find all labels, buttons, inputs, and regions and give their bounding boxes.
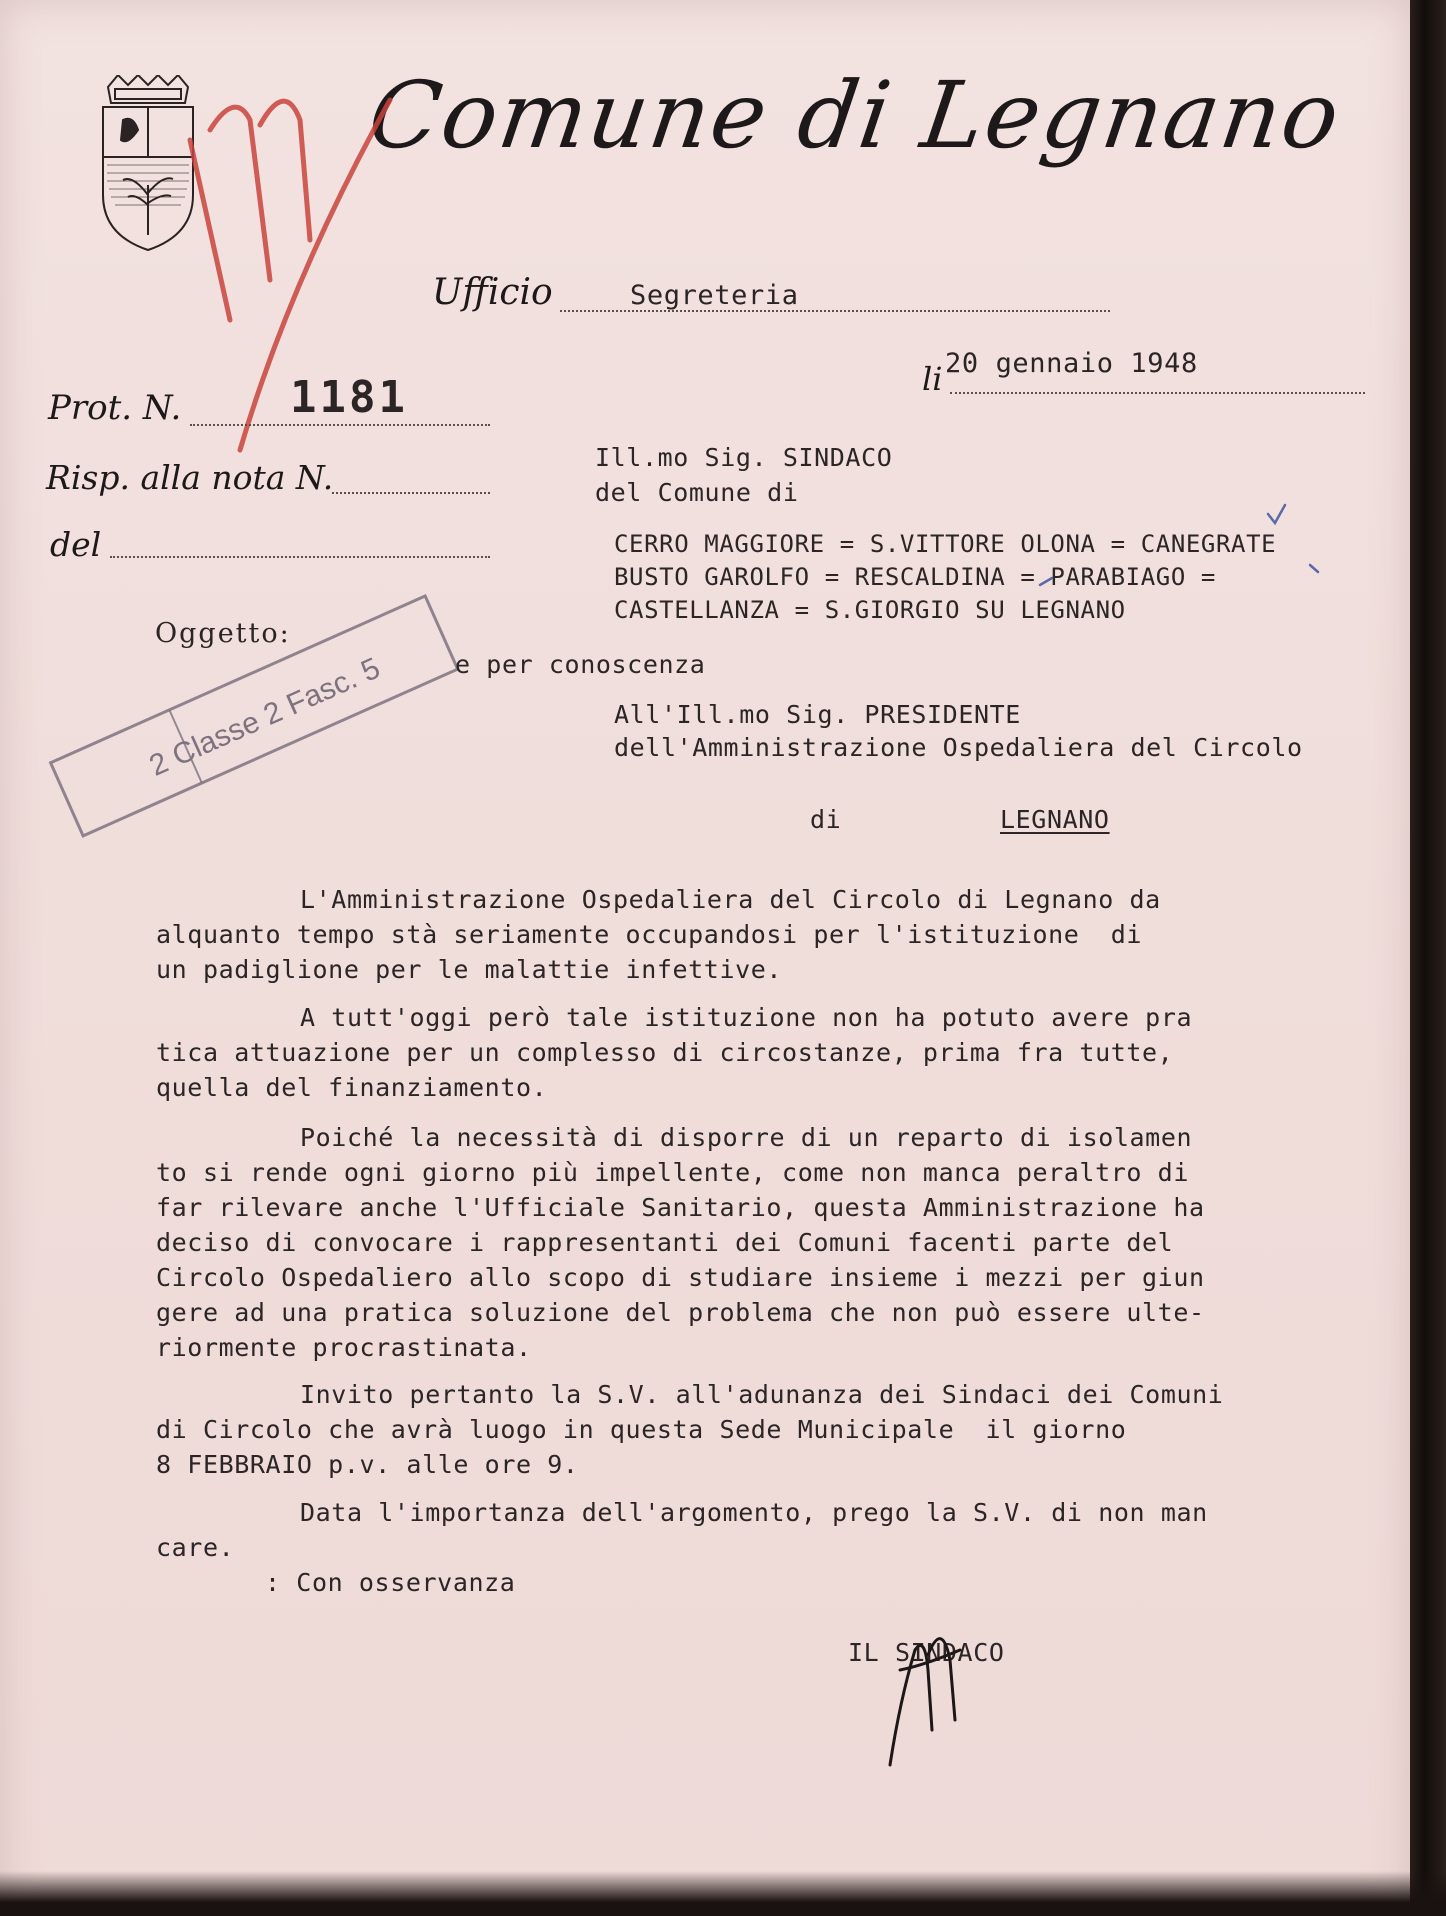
signature-title: IL SINDACO xyxy=(848,1638,1005,1667)
letter-date: 20 gennaio 1948 xyxy=(945,348,1198,379)
recipient-towns-2: BUSTO GAROLFO = RESCALDINA = PARABIAGO = xyxy=(614,563,1216,591)
body-p3-line-3: far rilevare anche l'Ufficiale Sanitario, questa Amministrazione ha xyxy=(156,1193,1205,1222)
body-p1-line-3: un padiglione per le malattie infettive. xyxy=(156,955,783,984)
body-p1-line-1: L'Amministrazione Ospedaliera del Circolo di Legnano da xyxy=(300,885,1161,914)
archive-stamp xyxy=(30,590,460,850)
prot-label: Prot. N. xyxy=(48,388,182,428)
body-p3-line-6: gere ad una pratica soluzione del problema che non può essere ulte- xyxy=(156,1298,1205,1327)
cc-di: di xyxy=(810,805,842,834)
closing-line: : Con osservanza xyxy=(265,1568,516,1597)
del-label: del xyxy=(50,525,102,564)
cc-city: LEGNANO xyxy=(1000,805,1110,834)
body-p5-line-1: Data l'importanza dell'argomento, prego la S.V. di non man xyxy=(300,1498,1208,1527)
body-p2-line-2: tica attuazione per un complesso di circostanze, prima fra tutte, xyxy=(156,1038,1174,1067)
body-p2-line-3: quella del finanziamento. xyxy=(156,1073,548,1102)
archive-stamp-text: 2 Classe 2 Fasc. 5 xyxy=(144,651,385,783)
office-label: Ufficio xyxy=(432,272,553,313)
binding-edge xyxy=(1410,0,1446,1916)
prot-number: 1181 xyxy=(290,372,408,423)
subject-label: Oggetto: xyxy=(155,618,291,649)
risp-dotline xyxy=(332,492,490,494)
body-p3-line-7: riormente procrastinata. xyxy=(156,1333,532,1362)
cc-line-2: dell'Amministrazione Ospedaliera del Circolo xyxy=(614,733,1303,762)
prot-dotline xyxy=(190,424,490,426)
page-bottom-shadow xyxy=(0,1871,1446,1916)
letterhead-municipality: Comune di Legnano xyxy=(362,62,1348,169)
del-dotline xyxy=(110,556,490,558)
date-prefix: li xyxy=(922,360,943,398)
body-p3-line-5: Circolo Ospedaliero allo scopo di studiare insieme i mezzi per giun xyxy=(156,1263,1205,1292)
body-p3-line-1: Poiché la necessità di disporre di un reparto di isolamen xyxy=(300,1123,1193,1152)
body-p1-line-2: alquanto tempo stà seriamente occupandosi per l'istituzione di xyxy=(156,920,1143,949)
body-p4-line-2: di Circolo che avrà luogo in questa Sede Municipale il giorno xyxy=(156,1415,1127,1444)
recipient-line-1: Ill.mo Sig. SINDACO xyxy=(595,443,893,472)
recipient-towns-3: CASTELLANZA = S.GIORGIO SU LEGNANO xyxy=(614,596,1126,624)
recipient-towns-1: CERRO MAGGIORE = S.VITTORE OLONA = CANEGRATE xyxy=(614,530,1277,558)
date-dotline xyxy=(950,392,1365,394)
body-p2-line-1: A tutt'oggi però tale istituzione non ha potuto avere pra xyxy=(300,1003,1193,1032)
body-p4-line-3: 8 FEBBRAIO p.v. alle ore 9. xyxy=(156,1450,579,1479)
cc-line-1: All'Ill.mo Sig. PRESIDENTE xyxy=(614,700,1021,729)
body-p3-line-4: deciso di convocare i rappresentanti dei Comuni facenti parte del xyxy=(156,1228,1174,1257)
body-p3-line-2: to si rende ogni giorno più impellente, come non manca peraltro di xyxy=(156,1158,1189,1187)
office-value: Segreteria xyxy=(630,280,799,311)
recipient-line-2: del Comune di xyxy=(595,478,799,507)
body-p4-line-1: Invito pertanto la S.V. all'adunanza dei Sindaci dei Comuni xyxy=(300,1380,1224,1409)
cc-label: e per conoscenza xyxy=(455,650,706,679)
handwritten-signature xyxy=(870,1610,990,1770)
risp-label: Risp. alla nota N. xyxy=(46,458,334,497)
body-p5-line-2: care. xyxy=(156,1533,235,1562)
